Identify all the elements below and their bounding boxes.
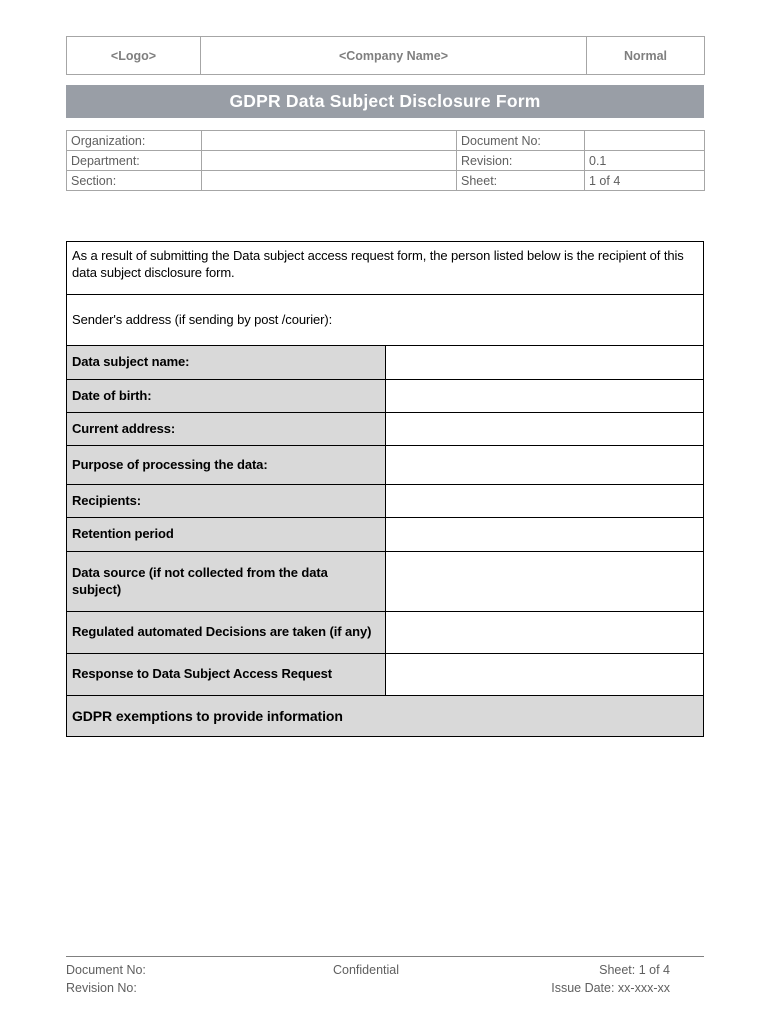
page-footer bbox=[66, 956, 704, 997]
department-label: Department: bbox=[67, 151, 202, 171]
document-page bbox=[66, 0, 704, 1032]
field-row-data-source bbox=[67, 552, 704, 612]
meta-row bbox=[67, 151, 705, 171]
company-name-placeholder: <Company Name> bbox=[201, 37, 587, 75]
data-source-label: Data source (if not collected from the data subject) bbox=[67, 552, 386, 612]
field-row-automated-decisions bbox=[67, 612, 704, 654]
exemptions-heading-row bbox=[67, 696, 704, 737]
footer-revision-no: Revision No: bbox=[66, 981, 137, 995]
data-subject-name-input-cell[interactable] bbox=[385, 346, 704, 380]
header-table bbox=[66, 36, 705, 75]
footer-left bbox=[66, 961, 266, 997]
sheet-value: 1 of 4 bbox=[585, 171, 705, 191]
section-value-cell[interactable] bbox=[202, 171, 457, 191]
intro-text: As a result of submitting the Data subject access request form, the person listed below is the recipient of this data subject disclosure form. bbox=[67, 242, 704, 295]
organization-value-cell[interactable] bbox=[202, 131, 457, 151]
retention-period-input-cell[interactable] bbox=[385, 518, 704, 552]
revision-label: Revision: bbox=[457, 151, 585, 171]
meta-row bbox=[67, 171, 705, 191]
classification-label: Normal bbox=[587, 37, 705, 75]
current-address-label: Current address: bbox=[67, 413, 386, 446]
intro-row bbox=[67, 242, 704, 295]
purpose-label: Purpose of processing the data: bbox=[67, 446, 386, 485]
recipients-input-cell[interactable] bbox=[385, 485, 704, 518]
field-row-data-subject-name bbox=[67, 346, 704, 380]
field-row-date-of-birth bbox=[67, 380, 704, 413]
date-of-birth-label: Date of birth: bbox=[67, 380, 386, 413]
organization-label: Organization: bbox=[67, 131, 202, 151]
data-source-input-cell[interactable] bbox=[385, 552, 704, 612]
footer-sheet: Sheet: 1 of 4 bbox=[599, 963, 670, 977]
recipients-label: Recipients: bbox=[67, 485, 386, 518]
sheet-label: Sheet: bbox=[457, 171, 585, 191]
meta-table bbox=[66, 130, 705, 191]
sender-address-cell[interactable]: Sender's address (if sending by post /courier): bbox=[67, 295, 704, 346]
disclosure-form-table bbox=[66, 241, 704, 737]
current-address-input-cell[interactable] bbox=[385, 413, 704, 446]
revision-value: 0.1 bbox=[585, 151, 705, 171]
sender-address-row bbox=[67, 295, 704, 346]
document-no-value-cell[interactable] bbox=[585, 131, 705, 151]
field-row-retention-period bbox=[67, 518, 704, 552]
field-row-response-to-dsar bbox=[67, 654, 704, 696]
response-to-dsar-label: Response to Data Subject Access Request bbox=[67, 654, 386, 696]
purpose-input-cell[interactable] bbox=[385, 446, 704, 485]
document-title: GDPR Data Subject Disclosure Form bbox=[66, 85, 704, 118]
response-to-dsar-input-cell[interactable] bbox=[385, 654, 704, 696]
footer-right bbox=[466, 961, 704, 997]
meta-row bbox=[67, 131, 705, 151]
document-no-label: Document No: bbox=[457, 131, 585, 151]
data-subject-name-label: Data subject name: bbox=[67, 346, 386, 380]
department-value-cell[interactable] bbox=[202, 151, 457, 171]
logo-placeholder: <Logo> bbox=[67, 37, 201, 75]
field-row-current-address bbox=[67, 413, 704, 446]
header-row bbox=[67, 37, 705, 75]
section-label: Section: bbox=[67, 171, 202, 191]
field-row-purpose bbox=[67, 446, 704, 485]
date-of-birth-input-cell[interactable] bbox=[385, 380, 704, 413]
footer-document-no: Document No: bbox=[66, 963, 146, 977]
footer-center bbox=[266, 961, 466, 997]
field-row-recipients bbox=[67, 485, 704, 518]
retention-period-label: Retention period bbox=[67, 518, 386, 552]
gdpr-exemptions-heading: GDPR exemptions to provide information bbox=[67, 696, 704, 737]
footer-confidential: Confidential bbox=[332, 963, 399, 977]
automated-decisions-label: Regulated automated Decisions are taken (if any) bbox=[67, 612, 386, 654]
automated-decisions-input-cell[interactable] bbox=[385, 612, 704, 654]
footer-issue-date: Issue Date: xx-xxx-xx bbox=[551, 981, 670, 995]
